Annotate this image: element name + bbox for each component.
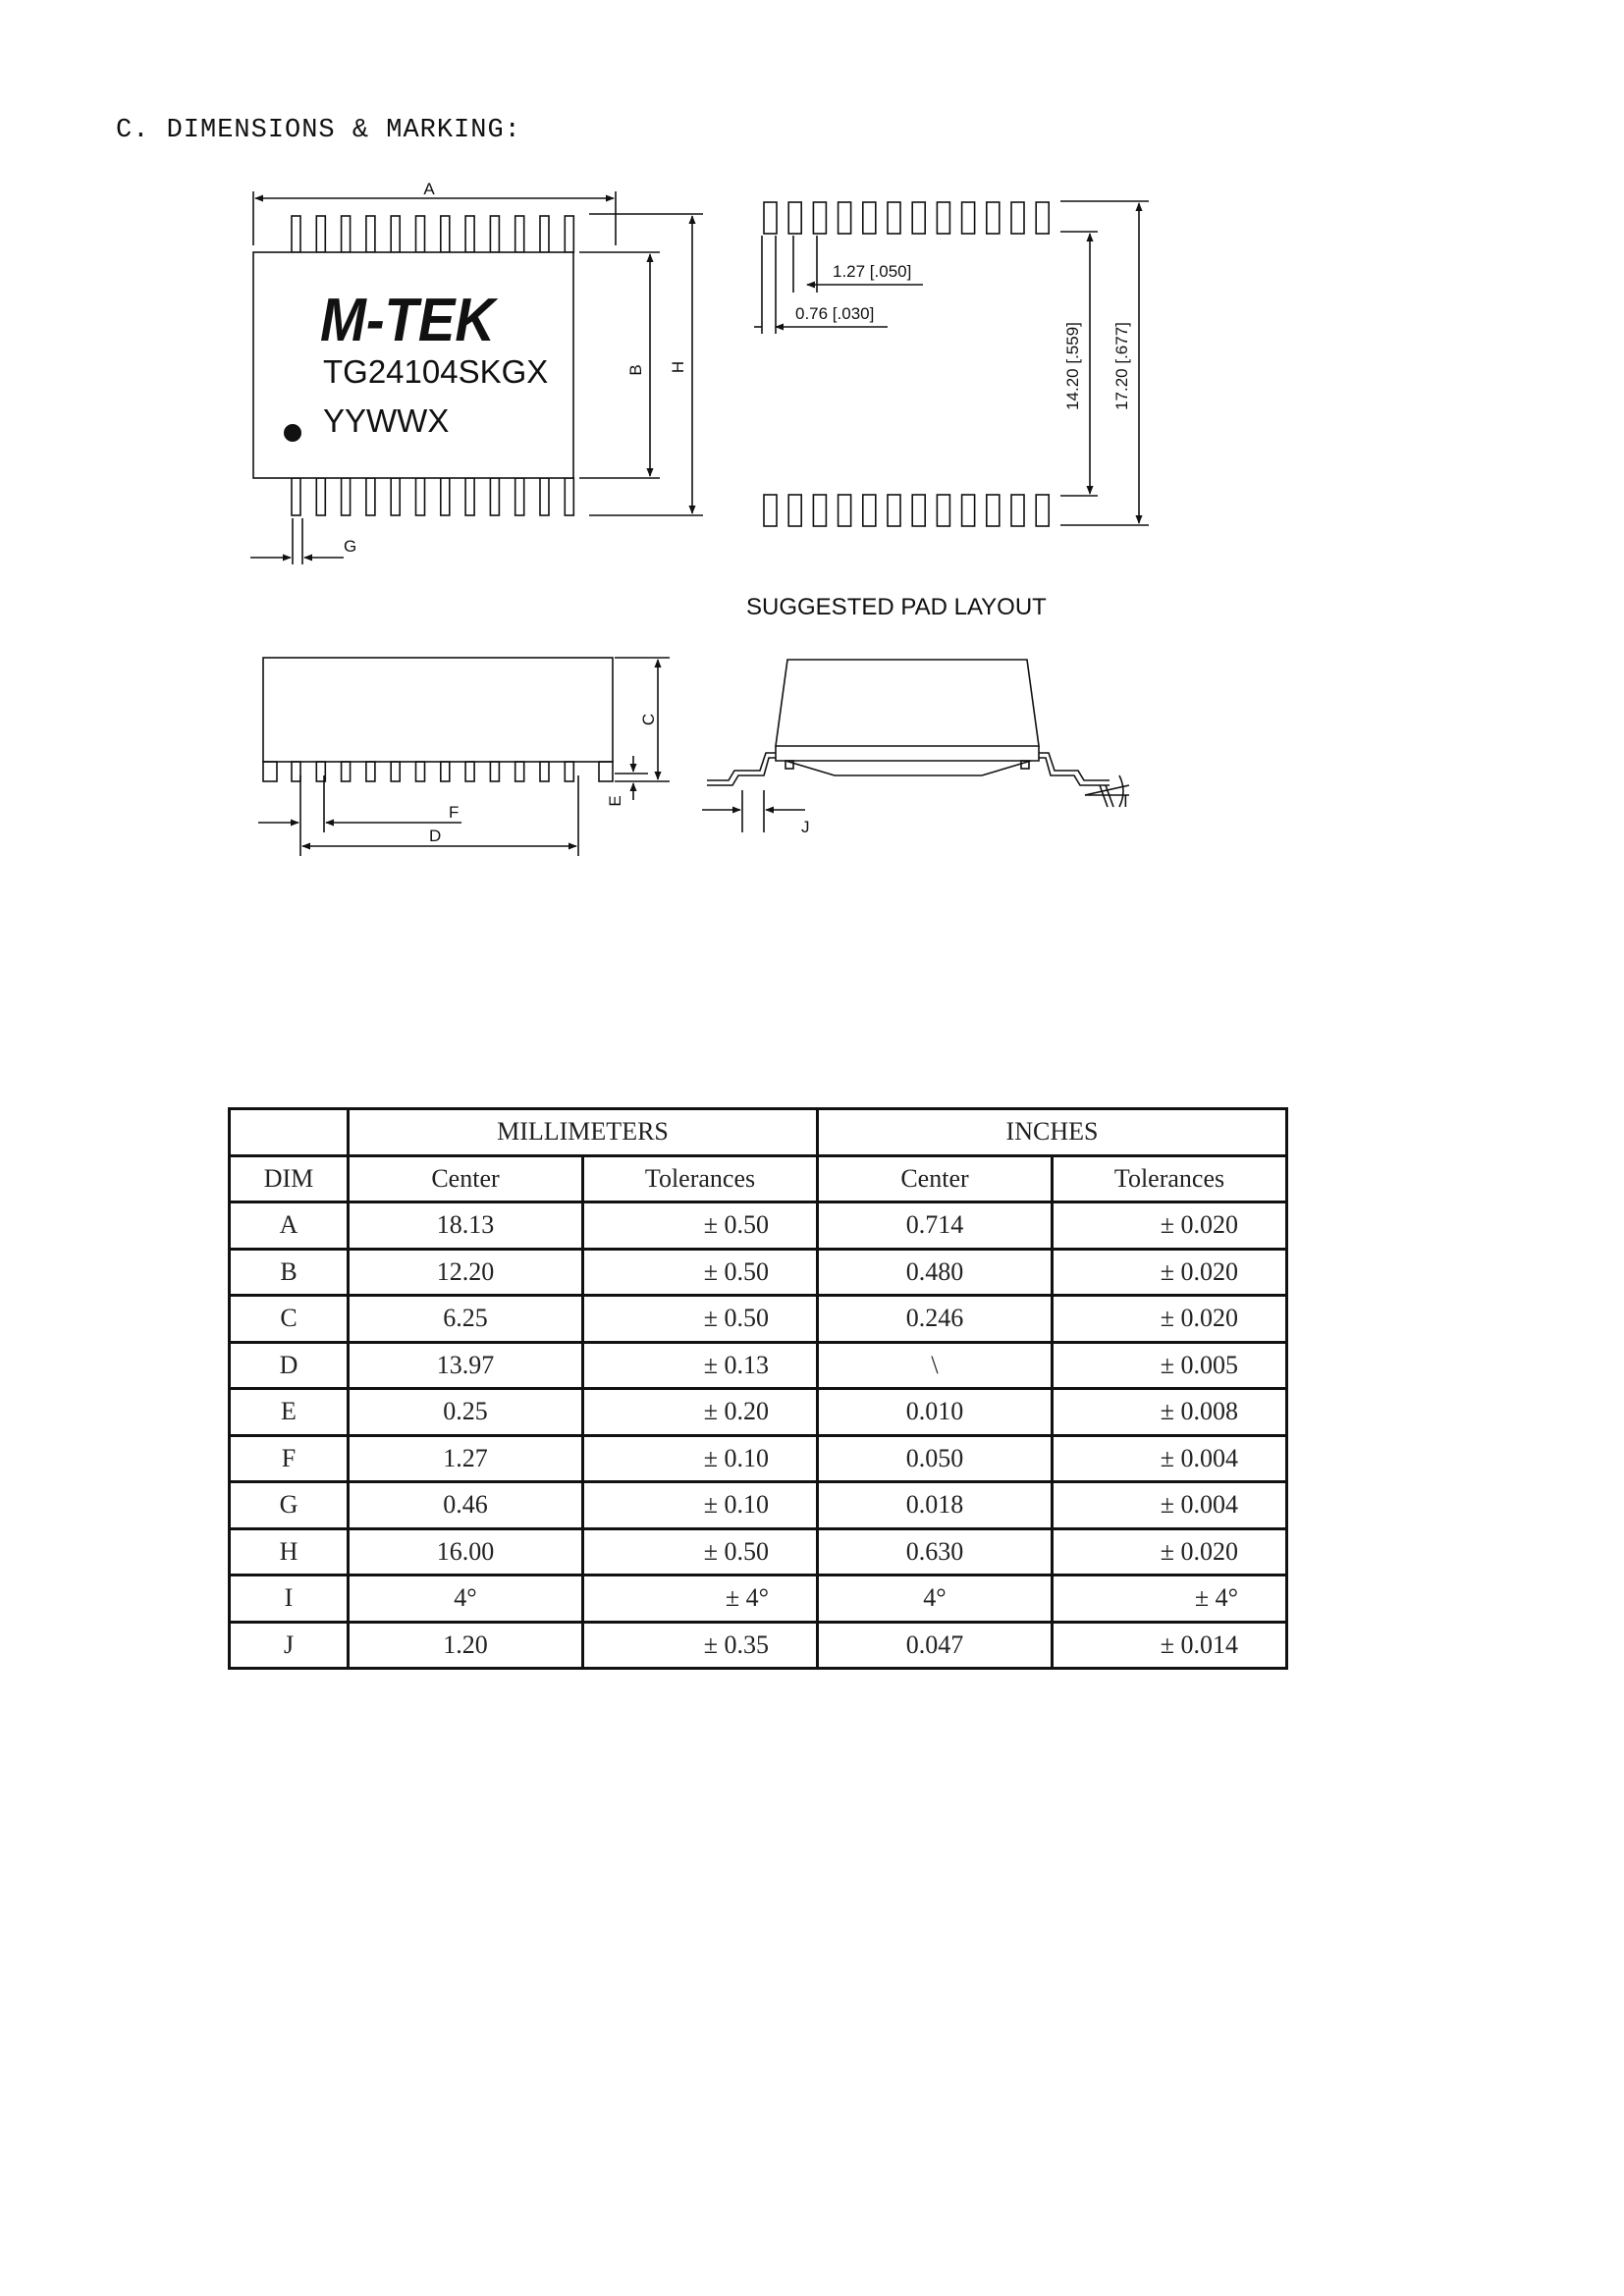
dim-label-f: F <box>449 803 460 822</box>
value-cell: ± 0.10 <box>583 1482 818 1529</box>
value-cell: 0.714 <box>818 1202 1053 1250</box>
dim-label-a: A <box>423 180 435 198</box>
dim-cell: F <box>230 1435 349 1482</box>
package-pin <box>416 216 425 252</box>
value-cell: ± 0.10 <box>583 1435 818 1482</box>
table-row <box>230 1622 1287 1669</box>
end-body <box>776 660 1039 746</box>
value-cell: ± 4° <box>583 1575 818 1623</box>
solder-pad <box>839 202 851 234</box>
solder-pad <box>1036 495 1049 526</box>
table-row <box>230 1249 1287 1296</box>
value-cell: ± 0.35 <box>583 1622 818 1669</box>
package-pin <box>565 478 573 515</box>
side-end-tab <box>263 762 277 781</box>
value-cell: ± 0.008 <box>1053 1389 1287 1436</box>
solder-pad <box>912 202 925 234</box>
dim-cell: A <box>230 1202 349 1250</box>
value-cell: 0.46 <box>349 1482 583 1529</box>
package-pin <box>366 216 375 252</box>
section-heading: C. DIMENSIONS & MARKING: <box>116 116 521 145</box>
dim-cell: H <box>230 1528 349 1575</box>
solder-pad <box>937 202 949 234</box>
package-pin <box>316 216 325 252</box>
value-cell: 6.25 <box>349 1296 583 1343</box>
group-header-inches: INCHES <box>818 1109 1287 1156</box>
side-body <box>263 658 613 762</box>
package-pin <box>316 478 325 515</box>
table-row <box>230 1435 1287 1482</box>
marking-part-number: TG24104SKGX <box>323 353 549 390</box>
top-pins-lower <box>292 478 573 515</box>
top-pins-upper <box>292 216 573 252</box>
dim-cell: C <box>230 1296 349 1343</box>
value-cell: ± 0.020 <box>1053 1296 1287 1343</box>
dim-label-i: I <box>1123 792 1128 811</box>
value-cell: ± 0.004 <box>1053 1435 1287 1482</box>
solder-pad <box>813 202 826 234</box>
package-pin <box>391 478 400 515</box>
column-header: Tolerances <box>583 1155 818 1202</box>
dim-cell: D <box>230 1342 349 1389</box>
package-pin <box>441 216 450 252</box>
solder-pad <box>912 495 925 526</box>
dim-label-d: D <box>429 827 442 845</box>
value-cell: 4° <box>349 1575 583 1623</box>
table-column-header-row <box>230 1155 1287 1202</box>
pads-upper <box>764 202 1049 234</box>
solder-pad <box>962 202 975 234</box>
side-pins <box>263 762 613 781</box>
dim-label-g: G <box>344 537 357 556</box>
mechanical-drawings <box>0 0 1624 883</box>
package-pin <box>292 478 300 515</box>
value-cell: 4° <box>818 1575 1053 1623</box>
pad-layout-title: SUGGESTED PAD LAYOUT <box>746 594 1047 620</box>
package-pin-side <box>565 762 573 781</box>
table-row <box>230 1575 1287 1623</box>
solder-pad <box>788 202 801 234</box>
value-cell: ± 0.014 <box>1053 1622 1287 1669</box>
pad-inner-span-label: 14.20 [.559] <box>1063 322 1082 410</box>
value-cell: ± 0.20 <box>583 1389 818 1436</box>
dim-cell: J <box>230 1622 349 1669</box>
package-pin-side <box>342 762 351 781</box>
value-cell: \ <box>818 1342 1053 1389</box>
column-header: DIM <box>230 1155 349 1202</box>
solder-pad <box>788 495 801 526</box>
value-cell: ± 0.004 <box>1053 1482 1287 1529</box>
package-pin-side <box>465 762 474 781</box>
pads-lower <box>764 495 1049 526</box>
value-cell: ± 0.020 <box>1053 1202 1287 1250</box>
value-cell: 0.018 <box>818 1482 1053 1529</box>
solder-pad <box>863 495 876 526</box>
value-cell: ± 4° <box>1053 1575 1287 1623</box>
value-cell: 0.010 <box>818 1389 1053 1436</box>
package-pin <box>515 478 524 515</box>
value-cell: 1.20 <box>349 1622 583 1669</box>
dimensions-table <box>228 1107 1288 1670</box>
solder-pad <box>764 202 777 234</box>
table-corner-cell <box>230 1109 349 1156</box>
column-header: Tolerances <box>1053 1155 1287 1202</box>
value-cell: ± 0.50 <box>583 1249 818 1296</box>
value-cell: ± 0.020 <box>1053 1249 1287 1296</box>
package-pin-side <box>540 762 549 781</box>
value-cell: ± 0.50 <box>583 1296 818 1343</box>
solder-pad <box>962 495 975 526</box>
value-cell: 0.480 <box>818 1249 1053 1296</box>
package-pin <box>441 478 450 515</box>
value-cell: ± 0.020 <box>1053 1528 1287 1575</box>
solder-pad <box>839 495 851 526</box>
package-pin <box>490 216 499 252</box>
package-pin-side <box>416 762 425 781</box>
package-pin <box>292 216 300 252</box>
package-pin <box>391 216 400 252</box>
solder-pad <box>1011 202 1024 234</box>
package-pin-side <box>490 762 499 781</box>
table-row <box>230 1389 1287 1436</box>
table-group-header-row <box>230 1109 1287 1156</box>
solder-pad <box>813 495 826 526</box>
pad-layout <box>754 201 1149 526</box>
table-row <box>230 1342 1287 1389</box>
value-cell: 0.246 <box>818 1296 1053 1343</box>
value-cell: ± 0.50 <box>583 1202 818 1250</box>
value-cell: 0.630 <box>818 1528 1053 1575</box>
pad-outer-span-label: 17.20 [.677] <box>1112 322 1131 410</box>
package-pin <box>465 478 474 515</box>
table-row <box>230 1202 1287 1250</box>
value-cell: 1.27 <box>349 1435 583 1482</box>
value-cell: 13.97 <box>349 1342 583 1389</box>
dim-label-e: E <box>606 795 624 807</box>
solder-pad <box>888 202 900 234</box>
table-row <box>230 1296 1287 1343</box>
solder-pad <box>764 495 777 526</box>
side-end-tab <box>599 762 613 781</box>
marking-date-code: YYWWX <box>323 402 450 439</box>
package-pin-side <box>391 762 400 781</box>
package-pin <box>366 478 375 515</box>
package-pin <box>342 478 351 515</box>
dim-label-c: C <box>639 713 658 726</box>
side-view <box>258 658 670 856</box>
package-pin-side <box>515 762 524 781</box>
package-pin <box>416 478 425 515</box>
package-pin <box>540 216 549 252</box>
solder-pad <box>1011 495 1024 526</box>
dim-cell: G <box>230 1482 349 1529</box>
table-body <box>230 1202 1287 1669</box>
value-cell: 18.13 <box>349 1202 583 1250</box>
group-header-millimeters: MILLIMETERS <box>349 1109 818 1156</box>
dim-label-b: B <box>626 364 645 376</box>
solder-pad <box>987 495 1000 526</box>
table-row <box>230 1528 1287 1575</box>
value-cell: 0.25 <box>349 1389 583 1436</box>
table-row <box>230 1482 1287 1529</box>
package-pin-side <box>292 762 300 781</box>
package-pin <box>490 478 499 515</box>
column-header: Center <box>818 1155 1053 1202</box>
value-cell: 12.20 <box>349 1249 583 1296</box>
dim-label-j: J <box>801 818 810 836</box>
package-pin-side <box>441 762 450 781</box>
package-pin <box>540 478 549 515</box>
solder-pad <box>1036 202 1049 234</box>
column-header: Center <box>349 1155 583 1202</box>
end-view <box>702 660 1129 832</box>
pin1-dot <box>284 424 301 442</box>
package-pin <box>515 216 524 252</box>
solder-pad <box>888 495 900 526</box>
package-pin <box>342 216 351 252</box>
pad-pitch-label: 1.27 [.050] <box>833 262 912 281</box>
pad-width-label: 0.76 [.030] <box>795 304 875 323</box>
value-cell: ± 0.005 <box>1053 1342 1287 1389</box>
dim-label-h: H <box>669 360 687 374</box>
dim-cell: I <box>230 1575 349 1623</box>
solder-pad <box>937 495 949 526</box>
value-cell: 16.00 <box>349 1528 583 1575</box>
dimensions-table-container <box>228 1107 1288 1670</box>
value-cell: ± 0.50 <box>583 1528 818 1575</box>
value-cell: 0.050 <box>818 1435 1053 1482</box>
package-pin <box>465 216 474 252</box>
value-cell: 0.047 <box>818 1622 1053 1669</box>
dim-cell: E <box>230 1389 349 1436</box>
package-pin <box>565 216 573 252</box>
solder-pad <box>987 202 1000 234</box>
brand-logo: M-TEK <box>320 287 499 354</box>
value-cell: ± 0.13 <box>583 1342 818 1389</box>
solder-pad <box>863 202 876 234</box>
dim-cell: B <box>230 1249 349 1296</box>
package-pin-side <box>366 762 375 781</box>
